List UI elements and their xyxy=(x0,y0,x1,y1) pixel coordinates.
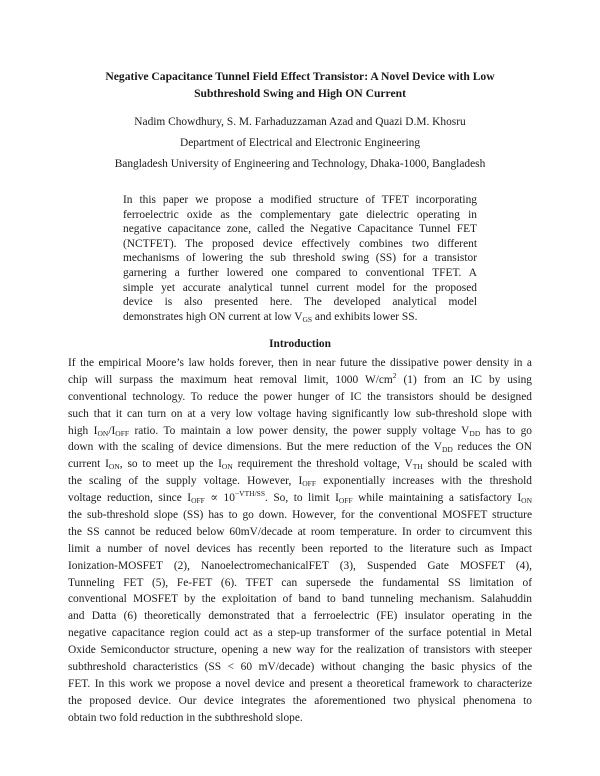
superscript: 2 xyxy=(392,370,397,380)
text-run: reduces the ON xyxy=(452,441,532,454)
body-line: FET. In this work we propose a novel device and present a theoretical framework to characterize xyxy=(68,677,532,690)
body-line: the sub-threshold slope (SS) has to go down. However, for the conventional MOSFET structure xyxy=(68,509,532,522)
subscript: TH xyxy=(412,462,423,472)
abstract-line: ferroelectric oxide as the complementary gate dielectric operating in xyxy=(123,208,477,221)
text-run: demonstrates high ON current at low V xyxy=(123,310,303,323)
abstract-line xyxy=(123,310,477,325)
paper-title xyxy=(60,68,540,102)
text-run: ratio. To maintain a low power density, the power supply voltage V xyxy=(129,424,470,437)
section-heading: Introduction xyxy=(269,338,331,350)
text-run: , so to meet up the I xyxy=(119,458,222,471)
title-line-2: Subthreshold Swing and High ON Current xyxy=(194,87,406,100)
body-line: Tunneling FET (5), Fe-FET (6). TFET can supersede the fundamental SS limitation of xyxy=(68,576,532,589)
subscript: DD xyxy=(441,445,453,455)
introduction-body xyxy=(68,355,532,727)
body-line xyxy=(68,372,532,389)
body-line: Oxide Semiconductor structure, opening a new way for the realization of transistors with steeper xyxy=(68,644,532,657)
text-run: /I xyxy=(108,424,116,437)
text-run: chip will surpass the maximum heat removal limit, 1000 W/cm xyxy=(68,373,393,386)
text-run: requirement the threshold voltage, V xyxy=(232,458,413,471)
abstract-line: mechanisms of lowering the sub threshold swing (SS) for a transistor xyxy=(123,252,477,265)
body-line: conventional technology. To reduce the power hunger of IC the transistors should be designed xyxy=(68,390,532,403)
subscript: OFF xyxy=(338,496,353,506)
body-line: If the empirical Moore’s law holds forever, then in near future the dissipative power density in a xyxy=(68,357,532,369)
subscript: ON xyxy=(97,428,109,438)
text-run: ∝ 10 xyxy=(204,492,235,505)
subscript: ON xyxy=(521,496,533,506)
body-line xyxy=(68,490,532,507)
body-line xyxy=(68,456,532,473)
subscript: GS xyxy=(302,314,313,324)
text-run: should be scaled with xyxy=(422,458,532,471)
abstract-line: device is also presented here. The developed analytical model xyxy=(123,296,477,309)
abstract-line: simple yet accurate analytical tunnel current model for the proposed xyxy=(123,281,477,294)
abstract-line: garnering a further lowered one compared to conventional TFET. A xyxy=(123,266,477,279)
body-line: the proposed device. Our device integrates the aforementioned two physical phenomena to xyxy=(68,694,532,707)
author-list: Nadim Chowdhury, S. M. Farhaduzzaman Azad and Quazi D.M. Khosru xyxy=(134,116,466,128)
superscript: −VTH/SS xyxy=(234,489,265,499)
body-line xyxy=(68,439,532,456)
subscript: ON xyxy=(221,462,233,472)
body-line: limit a number of novel devices has recently been reported to the literature such as Impact xyxy=(68,542,532,555)
body-line: subthreshold characteristics (SS < 60 mV/decade) without changing the basic physics of the xyxy=(68,661,532,674)
body-line xyxy=(68,423,532,440)
text-run: (1) from an IC by using xyxy=(396,373,532,386)
text-run: and exhibits lower SS. xyxy=(312,310,418,323)
subscript: DD xyxy=(469,428,481,438)
text-run: voltage reduction, since I xyxy=(68,492,192,505)
body-line: conventional MOSFET by the exploitation of band to band tunneling mechanism. Salahuddin xyxy=(68,593,532,606)
subscript: ON xyxy=(108,462,120,472)
body-line: and Datta (6) theoretically demonstrated that a ferroelectric (FE) insulator operating in the xyxy=(68,610,532,623)
abstract-line: negative capacitance zone, called the Negative Capacitance Tunnel FET xyxy=(123,223,477,236)
subscript: OFF xyxy=(302,479,317,489)
text-run: . So, to limit I xyxy=(265,492,339,505)
subscript: OFF xyxy=(115,428,130,438)
text-run: current I xyxy=(68,458,109,471)
body-line: Ionization-MOSFET (2), NanoelectromechanicalFET (3), Suspended Gate MOSFET (4), xyxy=(68,559,532,572)
body-line: such that it can turn on at a very low voltage having significantly low sub-threshold slope with xyxy=(68,407,532,420)
text-run: the scaling of the supply voltage. However, I xyxy=(68,475,303,488)
abstract xyxy=(123,193,477,324)
affiliation: Bangladesh University of Engineering and Technology, Dhaka-1000, Bangladesh xyxy=(114,158,486,170)
abstract-line: In this paper we propose a modified structure of TFET incorporating xyxy=(123,194,477,206)
title-line-1: Negative Capacitance Tunnel Field Effect Transistor: A Novel Device with Low xyxy=(105,70,495,83)
body-line xyxy=(68,473,532,490)
text-run: high I xyxy=(68,424,98,437)
text-run: down with the scaling of device dimensions. But the mere reduction of the V xyxy=(68,441,442,454)
text-run: exponentially increases with the threshold xyxy=(316,475,533,488)
text-run: has to go xyxy=(480,424,532,437)
body-line: negative capacitance region could act as a step-up transformer of the surface potential in Metal xyxy=(68,627,532,640)
text-run: while maintaining a satisfactory I xyxy=(352,492,522,505)
department: Department of Electrical and Electronic Engineering xyxy=(179,137,421,149)
subscript: OFF xyxy=(191,496,205,506)
abstract-line: (NCTFET). The proposed device effectively combines two different xyxy=(123,237,477,250)
body-line: obtain two fold reduction in the subthreshold slope. xyxy=(68,711,303,724)
body-line: the SS cannot be reduced below 60mV/decade at room temperature. In order to circumvent this xyxy=(68,525,532,538)
